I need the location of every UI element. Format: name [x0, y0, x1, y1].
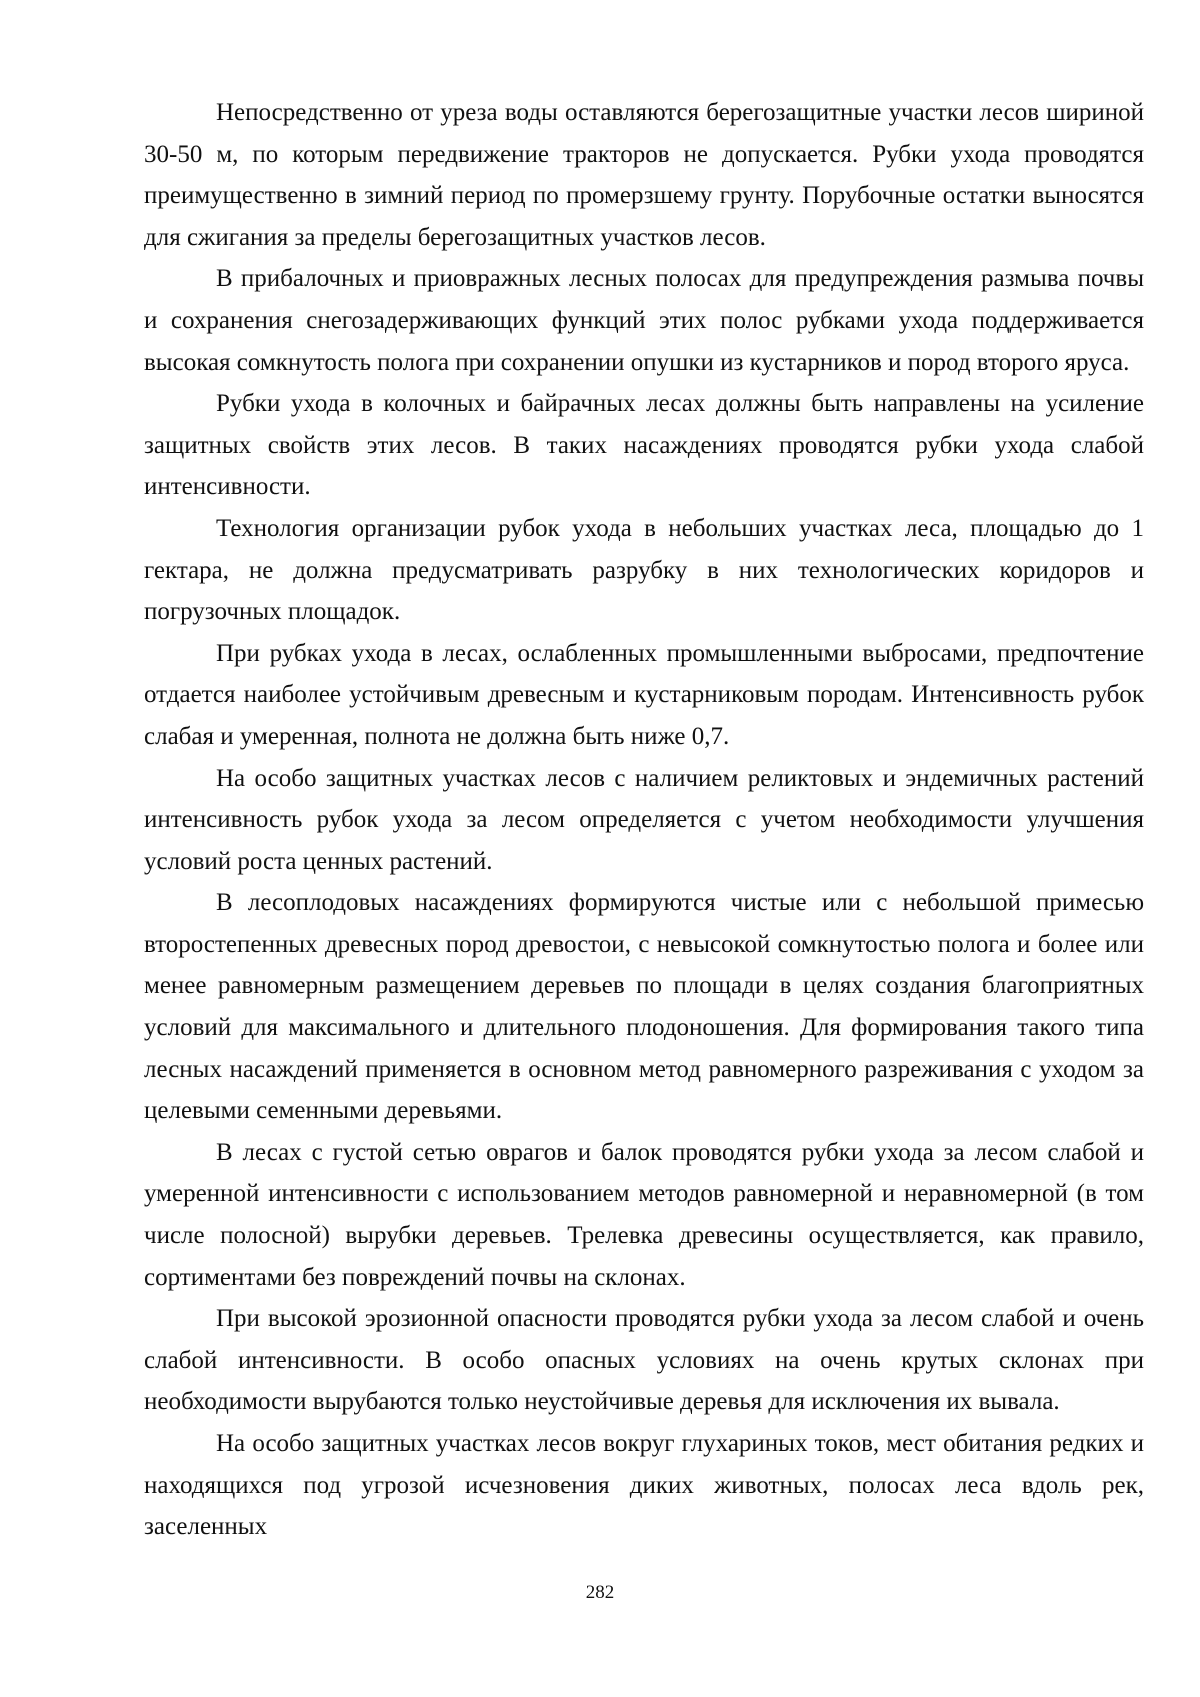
paragraph-7: В лесоплодовых насаждениях формируются чистые или с небольшой примесью второстепенных древесных пород древостои, с невысокой сомкнутостью полога и более или менее равномерным размещением деревьев по площади в целях создания благоприятных условий для максимального и длительного плодоношения. Для формирования такого типа лесных насаждений применяется в основном метод равномерного разреживания с уходом за целевыми семенными деревьями. — [144, 889, 1144, 1125]
paragraph-8: В лесах с густой сетью оврагов и балок проводятся рубки ухода за лесом слабой и умеренной интенсивности с использованием методов равномерной и неравномерной (в том числе полосной) вырубки деревьев. Трелевка древесины осуществляется, как правило, сортиментами без повреждений почвы на склонах. — [144, 1138, 1144, 1291]
paragraph-3: Рубки ухода в колочных и байрачных лесах должны быть направлены на усиление защитных свойств этих лесов. В таких насаждениях проводятся рубки ухода слабой интенсивности. — [144, 390, 1144, 501]
paragraph-5: При рубках ухода в лесах, ослабленных промышленными выбросами, предпочтение отдается наиболее устойчивым древесным и кустарниковым породам. Интенсивность рубок слабая и умеренная, полнота не должна быть ниже 0,7. — [144, 639, 1144, 750]
paragraph-2: В прибалочных и приовражных лесных полосах для предупреждения размыва почвы и сохранения снегозадерживающих функций этих полос рубками ухода поддерживается высокая сомкнутость полога при сохранении опушки из кустарников и пород второго яруса. — [144, 265, 1144, 376]
paragraph-10: На особо защитных участках лесов вокруг глухариных токов, мест обитания редких и находящихся под угрозой исчезновения диких животных, полосах леса вдоль рек, заселенных — [144, 1430, 1144, 1541]
paragraph-9: При высокой эрозионной опасности проводятся рубки ухода за лесом слабой и очень слабой интенсивности. В особо опасных условиях на очень крутых склонах при необходимости вырубаются только неустойчивые деревья для исключения их вывала. — [144, 1305, 1144, 1416]
body-text — [144, 92, 1144, 1548]
paragraph-6: На особо защитных участках лесов с наличием реликтовых и эндемичных растений интенсивность рубок ухода за лесом определяется с учетом необходимости улучшения условий роста ценных растений. — [144, 764, 1144, 875]
paragraph-4: Технология организации рубок ухода в небольших участках леса, площадью до 1 гектара, не должна предусматривать разрубку в них технологических коридоров и погрузочных площадок. — [144, 514, 1144, 626]
paragraph-1: Непосредственно от уреза воды оставляются берегозащитные участки лесов шириной 30-50 м, по которым передвижение тракторов не допускается. Рубки ухода проводятся преимущественно в зимний период по промерзшему грунту. Порубочные остатки выносятся для сжигания за пределы берегозащитных участков лесов. — [144, 99, 1144, 251]
page-number: 282 — [585, 1582, 615, 1603]
